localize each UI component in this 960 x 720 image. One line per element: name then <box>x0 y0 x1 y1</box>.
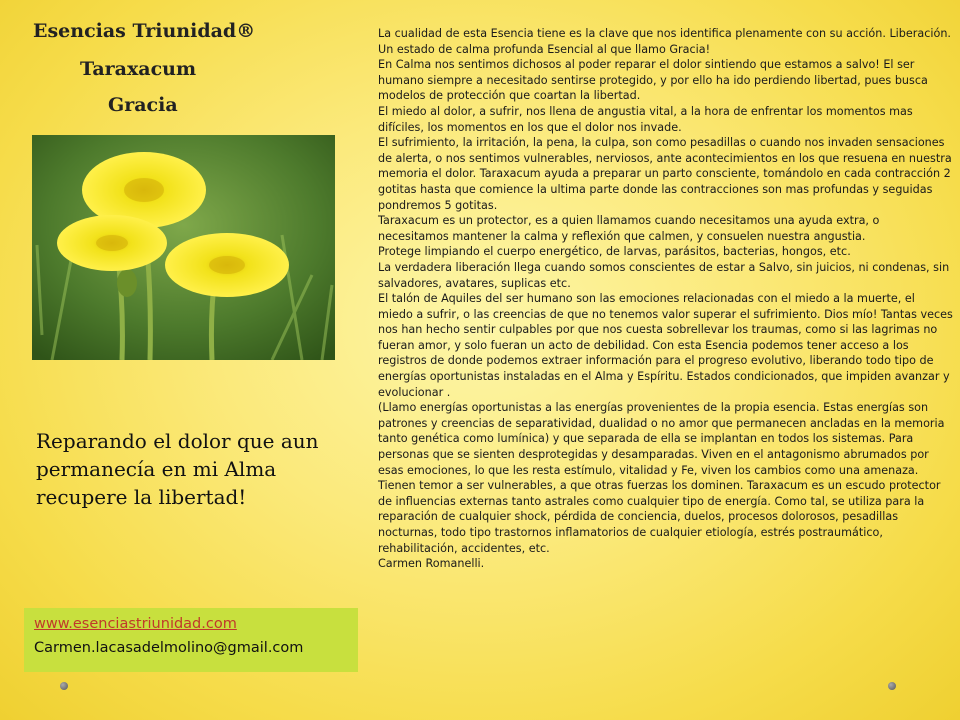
dandelion-illustration <box>32 135 335 360</box>
quote-text: Reparando el dolor que aun permanecía en mi Alma recupere la libertad! <box>36 429 319 509</box>
dandelion-photo <box>32 135 335 360</box>
dandelion-flower <box>165 233 289 297</box>
description-paragraph: El talón de Aquiles del ser humano son las emociones relacionadas con el miedo a la muerte, el miedo a sufrir, o las creencias de que no tenemos valor superar el sufrimiento. Dios mío! Tantas veces nos han hecho sentir culpables por que nos cuesta sobrellevar los traumas, como si las lagrimas no fueran amor, y solo fueran un acto de debilidad. Con esta Esencia podemos tener acceso a los registros de donde podemos extraer información para el progreso evolutivo, liberando todo tipo de energías oportunistas instaladas en el Alma y Espíritu. Estados condicionados, que impiden avanzar y evolucionar . <box>378 292 953 399</box>
author-signature: Carmen Romanelli. <box>378 557 485 571</box>
brand-title: Esencias Triunidad® <box>33 20 256 42</box>
description-paragraph: Taraxacum es un protector, es a quien llamamos cuando necesitamos una ayuda extra, o necesitamos mantener la calma y reflexión que calmen, y consuelen nuestra angustia. <box>378 214 880 243</box>
description-paragraph: (Llamo energías oportunistas a las energías provenientes de la propia esencia. Estas energías son patrones y creencias de separatividad, dualidad o no amor que permanecen ancladas en la memoria tanto genética como lumínica) y que separada de ella se implantan en todos los sistemas. Para personas que se sienten desprotegidas y desamparadas. Viven en el antagonismo abrumados por esas emociones, lo que les resta estímulo, vitalidad y Fe, viven los cambios como una amenaza. Tienen temor a ser vulnerables, a que otras fuerzas los dominen. Taraxacum es un escudo protector de influencias externas tanto astrales como cualquier tipo de energía. Como tal, se utiliza para la reparación de cualquier shock, pérdida de conciencia, duelos, procesos dolorosos, pesadillas nocturnas, todo tipo trastornos inflamatorios de cualquier etiología, estrés postraumático, rehabilitación, accidentes, etc. <box>378 401 945 555</box>
contact-box <box>24 608 358 672</box>
decorative-dot <box>888 682 896 690</box>
essence-name: Taraxacum <box>80 58 197 80</box>
description-paragraph: El sufrimiento, la irritación, la pena, la culpa, son como pesadillas o cuando nos invaden sensaciones de alerta, o nos sentimos vulnerables, nerviosos, ante acontecimientos en los que resuena en nuestra memoria el dolor. Taraxacum ayuda a preparar un parto consciente, tomándolo en cada contracción 2 gotitas hasta que comience la ultima parte donde las contracciones son mas profundas y seguidas pondremos 5 gotitas. <box>378 136 952 212</box>
description-paragraph: La cualidad de esta Esencia tiene es la clave que nos identifica plenamente con su acción. Liberación. Un estado de calma profunda Esencial al que llamo Gracia! <box>378 27 951 56</box>
description-paragraph: Protege limpiando el cuerpo energético, de larvas, parásitos, bacterias, hongos, etc. <box>378 245 851 259</box>
email-address: Carmen.lacasadelmolino@gmail.com <box>34 640 304 656</box>
essence-description <box>378 26 953 572</box>
essence-quality: Gracia <box>108 94 178 116</box>
description-paragraph: El miedo al dolor, a sufrir, nos llena de angustia vital, a la hora de enfrentar los momentos mas difíciles, los momentos en los que el dolor nos invade. <box>378 104 913 134</box>
website-link[interactable]: www.esenciastriunidad.com <box>34 616 237 632</box>
decorative-dot <box>60 682 68 690</box>
description-paragraph: La verdadera liberación llega cuando somos conscientes de estar a Salvo, sin juicios, ni condenas, sin salvadores, avatares, suplicas etc. <box>378 260 950 290</box>
description-paragraph: En Calma nos sentimos dichosos al poder reparar el dolor sintiendo que estamos a salvo! El ser humano siempre a necesitado sentirse protegido, y por ello ha ido perdiendo libertad, pues busca modelos de protección que coartan la libertad. <box>378 58 928 103</box>
dandelion-flower <box>57 215 167 271</box>
